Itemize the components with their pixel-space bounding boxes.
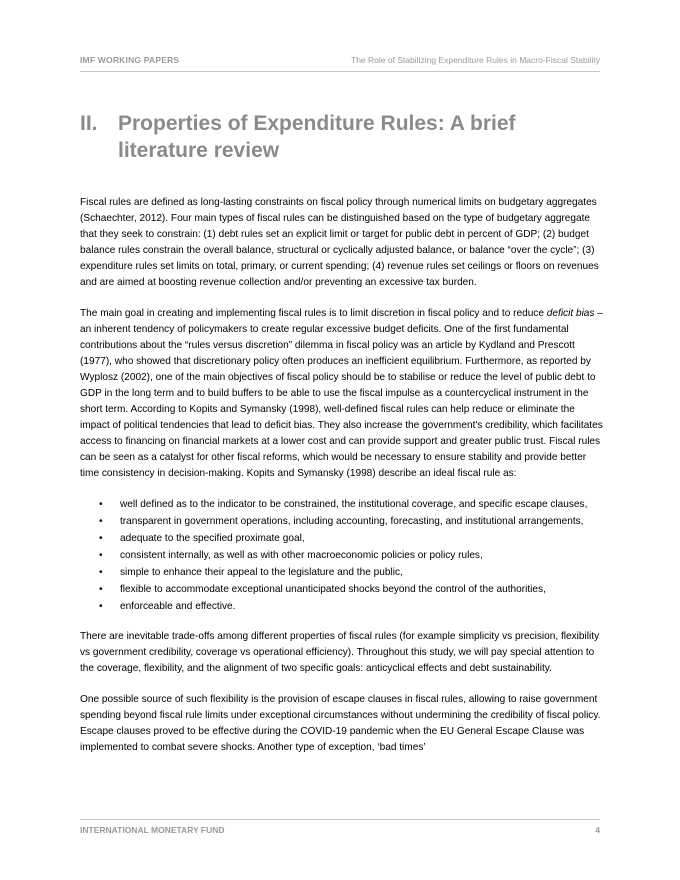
- list-item: [80, 531, 604, 547]
- list-item-text: adequate to the specified proximate goal,: [120, 533, 305, 545]
- paragraph-trade-offs: There are inevitable trade-offs among different properties of fiscal rules (for example simplicity vs precision, flexibility vs government credibility, coverage vs operational efficiency). Throughout this study, we will pay special attention to the coverage, flexibility, and the alignment of two specific goals: anticyclical effects and debt sustainability.: [80, 630, 600, 674]
- list-item: [80, 514, 604, 530]
- page-number: 4: [595, 825, 600, 835]
- section-heading: [80, 110, 600, 164]
- paragraph-main-goal: [80, 306, 604, 481]
- bullet-glyph: •: [99, 583, 103, 595]
- running-header: [80, 55, 600, 65]
- deficit-bias-term: deficit bias: [546, 308, 595, 320]
- bullet-glyph: •: [99, 550, 103, 562]
- body-text: [80, 195, 604, 772]
- list-item-text: enforceable and effective.: [120, 600, 236, 612]
- bullet-glyph: •: [99, 533, 103, 545]
- bullet-glyph: •: [99, 499, 103, 511]
- paragraph-main-goal-rest: – an inherent tendency of policymakers to create regular excessive budget deficits. One of the first fundamental contributions about the “rules versus discretion” dilemma in fiscal policy was an article by Kydland and Prescott (1977), who showed that discretionary policy often produces an inefficient equilibrium. Furthermore, as reported by Wyplosz (2002), one of the main objectives of fiscal policy should be to stabilise or reduce the level of public debt to GDP in the long term and to build buffers to be able to use the fiscal impulse as a countercyclical instrument in the short term. According to Kopits and Symansky (1998), well-defined fiscal rules can help reduce or eliminate the impact of political tendencies that lead to deficit bias. They also increase the government's credibility, which facilitates access to financing on financial markets at a lower cost and can provide support and greater public trust. Fiscal rules can be seen as a catalyst for other fiscal reforms, which would be necessary to ensure stability and provide better time consistency in decision-making. Kopits and Symansky (1998) describe an ideal fiscal rule as:: [80, 308, 603, 479]
- list-item-text: simple to enhance their appeal to the legislature and the public,: [120, 567, 403, 579]
- ideal-rule-list: [80, 497, 604, 614]
- list-item: [80, 565, 604, 581]
- list-item-text: consistent internally, as well as with other macroeconomic policies or policy rules,: [120, 550, 483, 562]
- header-series-title: IMF WORKING PAPERS: [80, 55, 180, 65]
- list-item-text: flexible to accommodate exceptional unanticipated shocks beyond the control of the authorities,: [120, 583, 546, 595]
- paragraph-escape-clauses: One possible source of such flexibility is the provision of escape clauses in fiscal rules, allowing to raise government spending beyond fiscal rule limits under exceptional circumstances without undermining the credibility of fiscal policy. Escape clauses proved to be effective during the COVID-19 pandemic when the EU General Escape Clause was implemented to combat severe shocks. Another type of exception, ‘bad times’: [80, 694, 601, 754]
- paragraph-fiscal-rules-definition: Fiscal rules are defined as long-lasting constraints on fiscal policy through numerical limits on budgetary aggregates (Schaechter, 2012). Four main types of fiscal rules can be distinguished based on the type of budgetary aggregate that they seek to constrain: (1) debt rules set an explicit limit or target for public debt in percent of GDP; (2) budget balance rules constrain the overall balance, structural or cyclically adjusted balance, or balance “over the cycle”; (3) expenditure rules set limits on total, primary, or current spending; (4) revenue rules set ceilings or floors on revenues and are aimed at boosting revenue collection and/or preventing an excessive tax burden.: [80, 197, 599, 288]
- list-item: [80, 582, 604, 598]
- bullet-glyph: •: [99, 516, 103, 528]
- list-item-text: transparent in government operations, including accounting, forecasting, and institutional arrangements,: [120, 516, 584, 528]
- section-number: II.: [80, 112, 98, 135]
- running-footer: [80, 825, 600, 835]
- header-paper-title: The Role of Stabilizing Expenditure Rules in Macro-Fiscal Stability: [351, 55, 600, 65]
- footer-divider: [80, 819, 600, 820]
- paragraph-main-goal-start: The main goal in creating and implementing fiscal rules is to limit discretion in fiscal policy and to reduce: [80, 308, 547, 320]
- list-item: [80, 599, 604, 615]
- footer-publisher: INTERNATIONAL MONETARY FUND: [80, 825, 225, 835]
- list-item-text: well defined as to the indicator to be constrained, the institutional coverage, and specific escape clauses,: [120, 499, 588, 511]
- section-title: Properties of Expenditure Rules: A brief literature review: [118, 112, 516, 162]
- list-item: [80, 548, 604, 564]
- list-item: [80, 497, 604, 513]
- bullet-glyph: •: [99, 600, 103, 612]
- bullet-glyph: •: [99, 567, 103, 579]
- header-divider: [80, 71, 600, 72]
